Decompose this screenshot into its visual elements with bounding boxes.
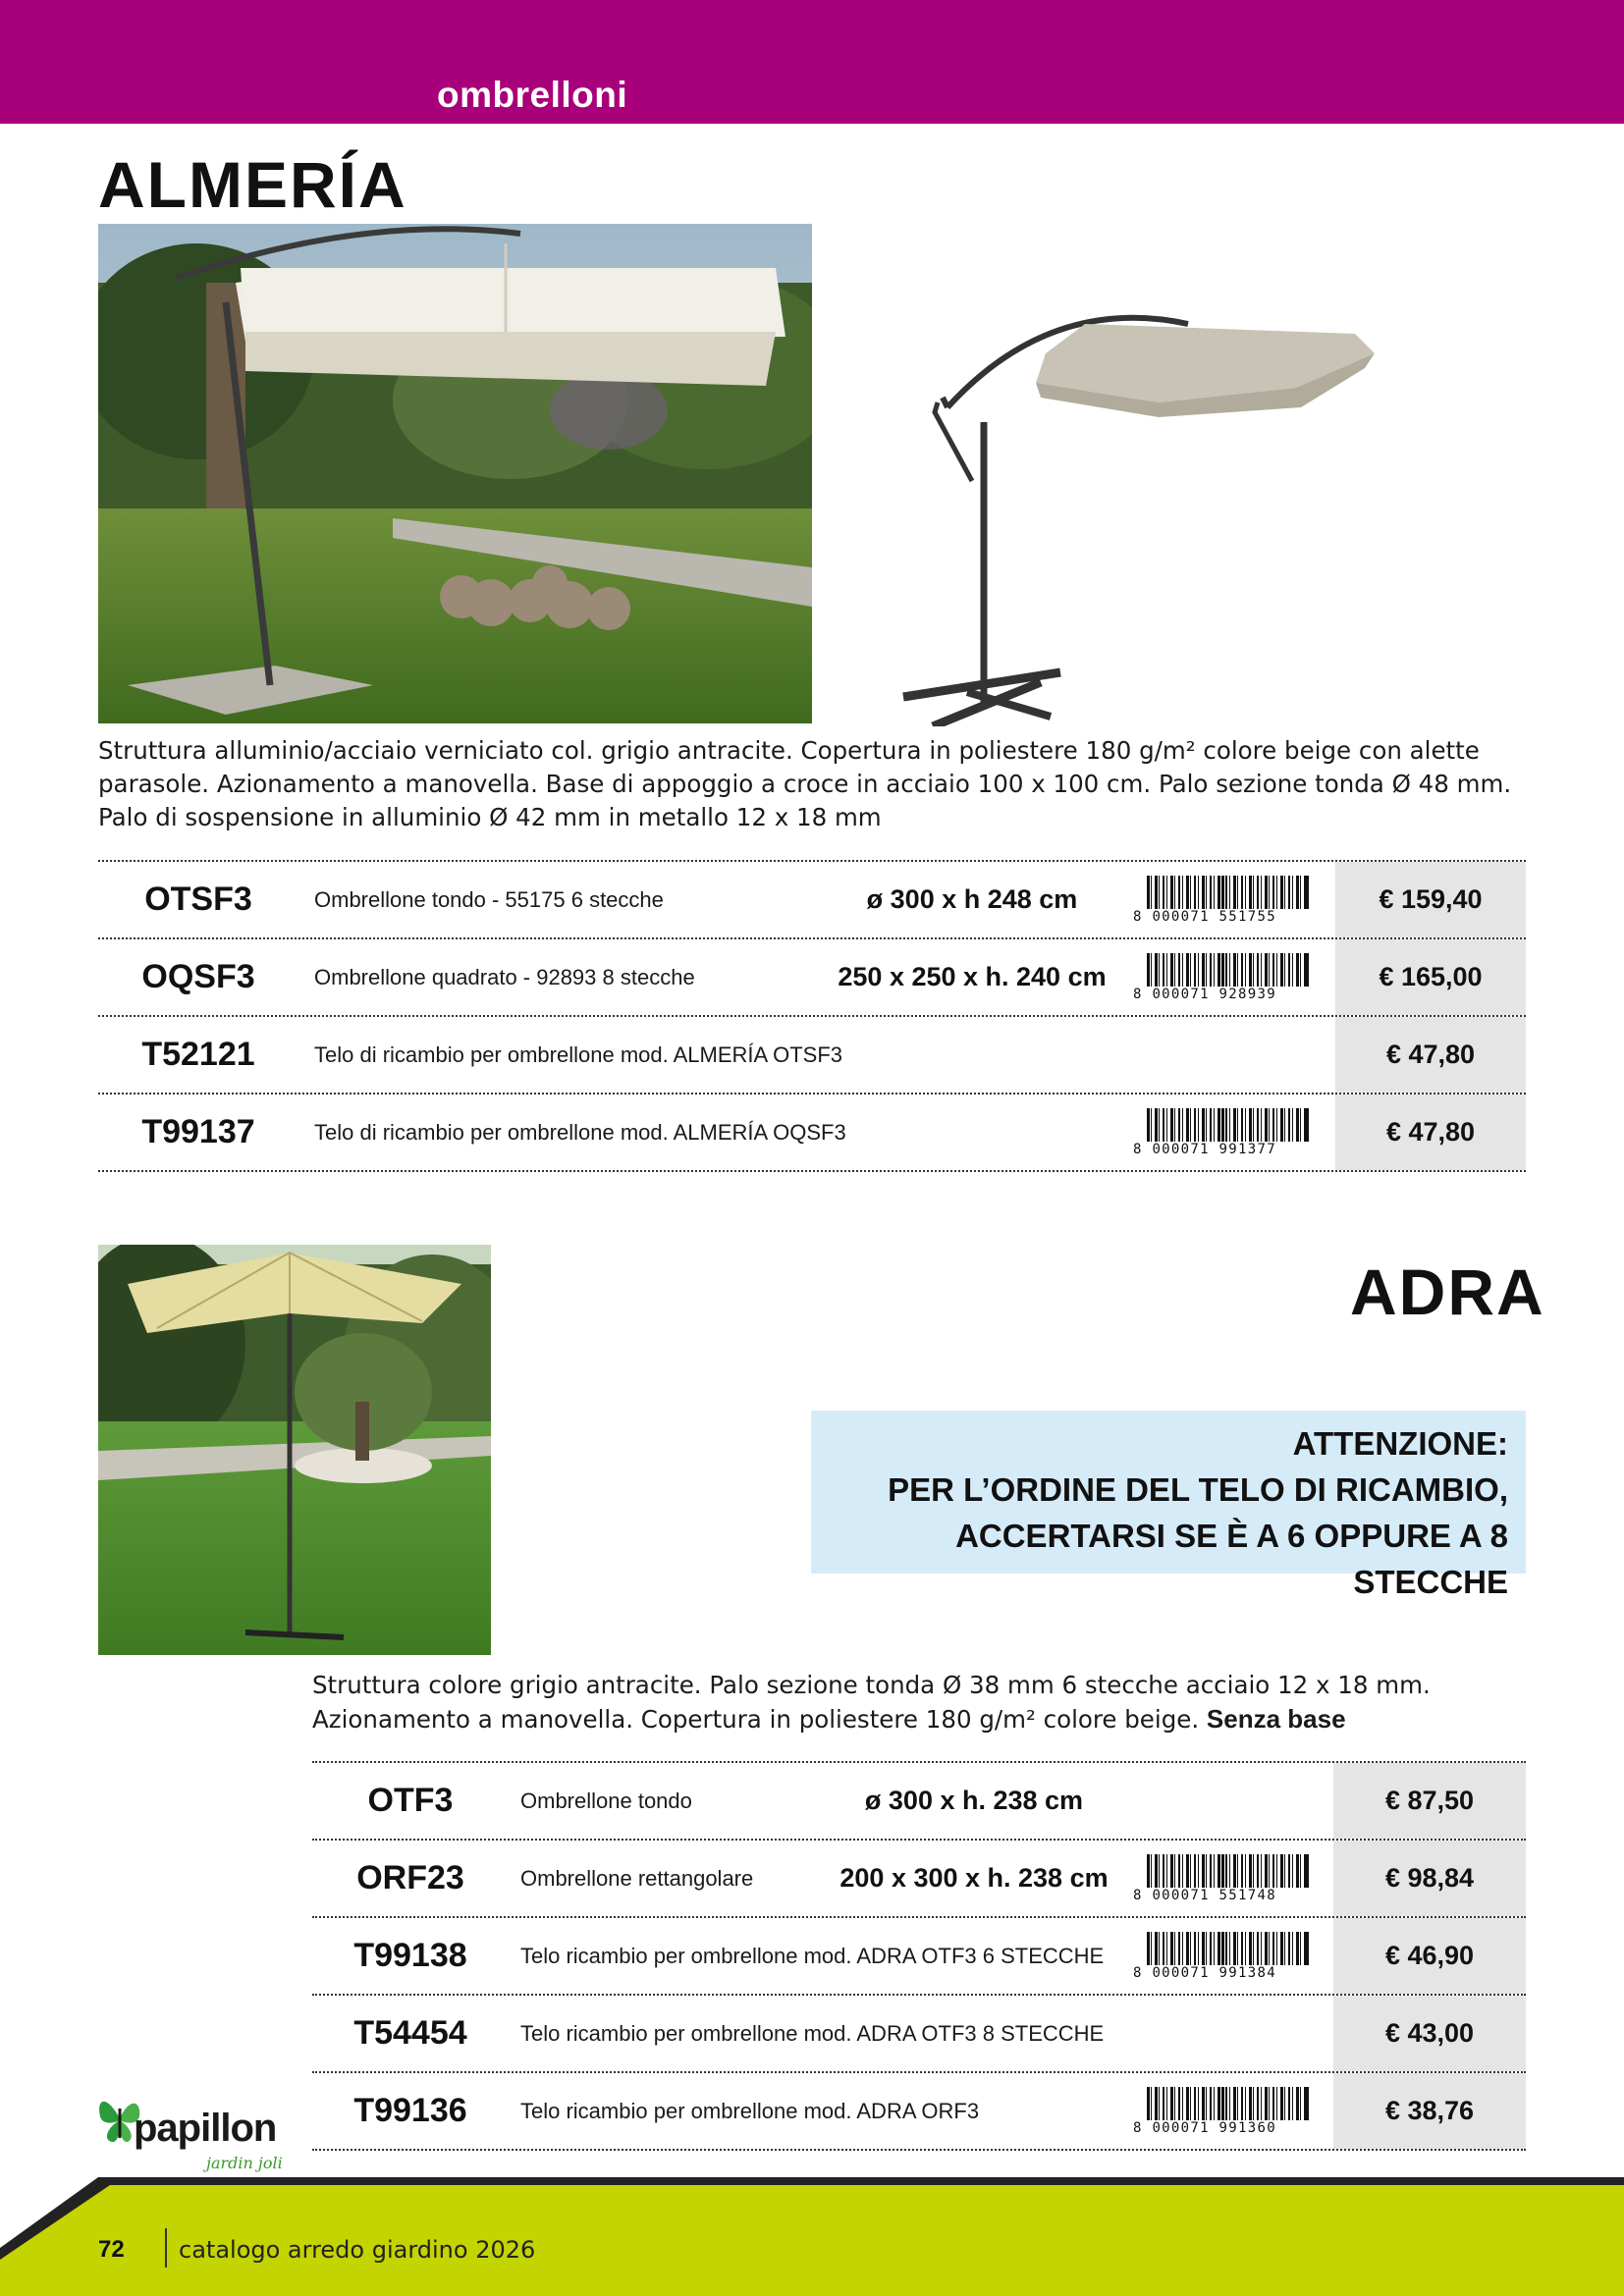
barcode [1133, 953, 1310, 1002]
footer-text: catalogo arredo giardino 2026 [179, 2236, 536, 2264]
logo-name: papillon [134, 2107, 277, 2150]
adra-garden-photo [98, 1245, 491, 1655]
product-code: T54454 [353, 2014, 467, 2052]
attention-line-2: PER L’ORDINE DEL TELO DI RICAMBIO, [888, 1471, 1508, 1508]
product-code: T99138 [353, 1937, 467, 1974]
product-price: € 98,84 [1333, 1841, 1526, 1916]
product-row [312, 2073, 1526, 2151]
logo-tagline: jardin joli [206, 2154, 283, 2172]
product-price: € 43,00 [1333, 1996, 1526, 2071]
product-row [312, 1996, 1526, 2073]
adra-description-bold: Senza base [1206, 1704, 1346, 1734]
product-row [312, 1841, 1526, 1918]
product-description: Ombrellone tondo [520, 1789, 692, 1813]
product-price: € 47,80 [1335, 1095, 1526, 1170]
product-dimensions: ø 300 x h 248 cm [866, 884, 1078, 914]
barcode-number: 8 000071 991384 [1133, 1965, 1310, 1981]
barcode-bars [1147, 2087, 1310, 2122]
product-code: T99136 [353, 2092, 467, 2129]
barcode [1133, 1932, 1310, 1981]
footer-separator [165, 2228, 167, 2268]
barcode-number: 8 000071 551748 [1133, 1888, 1310, 1903]
product-description: Telo di ricambio per ombrellone mod. ALMERÍA OQSF3 [314, 1120, 846, 1145]
product-dimensions: 250 x 250 x h. 240 cm [838, 962, 1107, 991]
product-price: € 159,40 [1335, 862, 1526, 937]
product-price: € 87,50 [1333, 1763, 1526, 1839]
barcode-number: 8 000071 928939 [1133, 987, 1310, 1002]
barcode-number: 8 000071 991377 [1133, 1142, 1310, 1157]
barcode-number: 8 000071 551755 [1133, 909, 1310, 925]
product-price: € 47,80 [1335, 1017, 1526, 1093]
product-code: ORF23 [356, 1859, 464, 1896]
almeria-garden-photo [98, 224, 812, 723]
barcode-bars [1147, 953, 1310, 988]
product-description: Telo ricambio per ombrellone mod. ADRA OTF3 6 STECCHE [520, 1944, 1105, 1968]
product-description: Ombrellone rettangolare [520, 1866, 754, 1891]
almeria-product-table [98, 860, 1526, 1172]
product-code: OTF3 [367, 1782, 454, 1819]
product-dimensions: ø 300 x h. 238 cm [864, 1786, 1084, 1815]
page-number: 72 [98, 2236, 125, 2263]
product-row [98, 1095, 1526, 1172]
product-description: Ombrellone tondo - 55175 6 stecche [314, 887, 664, 912]
adra-title: ADRA [1350, 1255, 1545, 1328]
barcode [1133, 876, 1310, 925]
footer-band [0, 2169, 1624, 2296]
product-code: OTSF3 [144, 881, 252, 918]
attention-line-1: ATTENZIONE: [1292, 1425, 1508, 1462]
barcode-number: 8 000071 991360 [1133, 2120, 1310, 2136]
barcode-bars [1147, 1854, 1310, 1890]
product-row [98, 862, 1526, 939]
product-description: Ombrellone quadrato - 92893 8 stecche [314, 965, 695, 989]
barcode-bars [1147, 876, 1310, 911]
almeria-description: Struttura alluminio/acciaio verniciato col. grigio antracite. Copertura in poliestere 180 g/m² colore beige con alette parasole. Azionamento a manovella. Base di appoggio a croce in acciaio 100 x 100 cm. Palo sezione tonda Ø 48 mm. Palo di sospensione in alluminio Ø 42 mm in metallo 12 x 18 mm [98, 736, 1512, 831]
product-price: € 165,00 [1335, 939, 1526, 1015]
barcode [1133, 1108, 1310, 1157]
product-row [98, 939, 1526, 1017]
barcode-bars [1147, 1932, 1310, 1967]
adra-product-table [312, 1761, 1526, 2151]
attention-box [811, 1411, 1526, 1600]
almeria-product-photo [864, 294, 1384, 726]
barcode-bars [1147, 1108, 1310, 1144]
product-row [312, 1763, 1526, 1841]
barcode [1133, 2087, 1310, 2136]
product-code: T99137 [141, 1113, 255, 1150]
product-description: Telo di ricambio per ombrellone mod. ALMERÍA OTSF3 [314, 1042, 843, 1067]
header-bar [0, 0, 1624, 124]
papillon-logo [96, 2089, 302, 2177]
product-price: € 46,90 [1333, 1918, 1526, 1994]
product-dimensions: 200 x 300 x h. 238 cm [839, 1863, 1109, 1893]
product-code: T52121 [141, 1036, 255, 1073]
adra-description-text: Struttura colore grigio antracite. Palo sezione tonda Ø 38 mm 6 stecche acciaio 12 x 18 mm. Azionamento a manovella. Copertura in poliestere 180 g/m² colore beige. [312, 1671, 1431, 1734]
section-label: ombrelloni [437, 75, 628, 115]
product-code: OQSF3 [141, 958, 255, 995]
product-row [312, 1918, 1526, 1996]
product-description: Telo ricambio per ombrellone mod. ADRA OTF3 8 STECCHE [520, 2021, 1105, 2046]
product-description: Telo ricambio per ombrellone mod. ADRA ORF3 [520, 2099, 980, 2123]
product-price: € 38,76 [1333, 2073, 1526, 2149]
barcode [1133, 1854, 1310, 1903]
product-row [98, 1017, 1526, 1095]
attention-line-3: ACCERTARSI SE È A 6 OPPURE A 8 STECCHE [955, 1518, 1508, 1600]
almeria-title: ALMERÍA [98, 148, 407, 221]
adra-description [312, 1669, 1530, 1736]
